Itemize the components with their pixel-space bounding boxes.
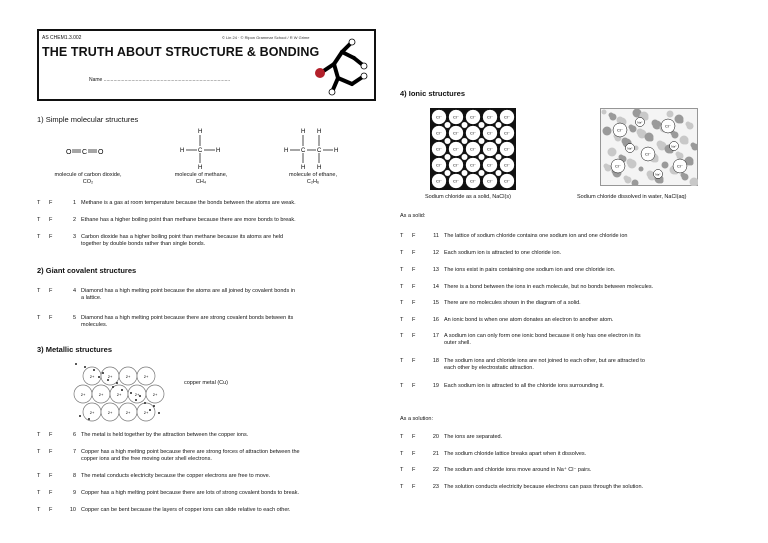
true-option[interactable]: T — [37, 449, 41, 455]
sodium-ion — [461, 138, 467, 144]
water-molecule — [639, 167, 644, 172]
question-text: The sodium and chloride ions move around in Na⁺ Cl⁻ pairs. — [444, 467, 592, 473]
copper-ion-label: 2+ — [89, 410, 95, 415]
copper-lattice-diagram — [68, 358, 168, 422]
true-option[interactable]: T — [37, 432, 41, 438]
true-option[interactable]: T — [400, 451, 404, 457]
true-option[interactable]: T — [37, 315, 41, 321]
false-option[interactable]: F — [412, 300, 416, 306]
sodium-label: Na⁺ — [655, 172, 661, 177]
as-solid-label: As a solid: — [400, 213, 426, 219]
copper-ion-label: 2+ — [116, 392, 122, 397]
false-option[interactable]: F — [412, 451, 416, 457]
chloride-label: Cl⁻ — [470, 178, 476, 184]
chloride-label: Cl⁻ — [504, 178, 510, 184]
atom-c: C — [82, 149, 88, 156]
question-text: Diamond has a high melting point because there are strong covalent bonds between its molecules. — [81, 315, 294, 328]
co2-structure — [60, 143, 110, 157]
ethane-caption: molecule of ethane, C₂H₆ — [288, 172, 337, 185]
chloride-label: Cl⁻ — [615, 163, 621, 169]
water-molecule — [622, 138, 629, 145]
question-text: Ethane has a higher boiling point than methane because there are more bonds to break. — [81, 217, 296, 223]
false-option[interactable]: F — [412, 333, 416, 339]
chloride-label: Cl⁻ — [453, 162, 459, 168]
question-text: The ions are separated. — [444, 434, 503, 440]
false-option[interactable]: F — [49, 217, 53, 223]
question-number: 22 — [432, 467, 439, 473]
true-option[interactable]: T — [37, 217, 41, 223]
electron — [158, 412, 160, 414]
question-number: 17 — [432, 333, 439, 339]
false-option[interactable]: F — [412, 284, 416, 290]
electron — [88, 418, 90, 420]
chloride-label: Cl⁻ — [504, 114, 510, 120]
chloride-label: Cl⁻ — [436, 146, 442, 152]
ethane-structure — [282, 127, 344, 171]
sodium-ion — [478, 122, 484, 128]
water-molecule — [667, 111, 674, 118]
atom-o: O — [98, 149, 104, 156]
false-option[interactable]: F — [49, 490, 53, 496]
false-option[interactable]: F — [412, 267, 416, 273]
water-molecule — [647, 171, 654, 178]
sodium-ion — [478, 138, 484, 144]
false-option[interactable]: F — [49, 432, 53, 438]
true-option[interactable]: T — [400, 284, 404, 290]
false-option[interactable]: F — [49, 507, 53, 513]
false-option[interactable]: F — [412, 358, 416, 364]
svg-text:H: H — [317, 165, 322, 171]
true-option[interactable]: T — [37, 507, 41, 513]
water-molecule — [604, 164, 609, 169]
question-text: Diamond has a high melting point because the atoms are all joined by covalent bonds in a lattice. — [81, 288, 296, 301]
true-option[interactable]: T — [400, 484, 404, 490]
name-field[interactable]: Name ........................................................................................... — [89, 77, 231, 83]
water-molecule — [602, 110, 607, 115]
chloride-label: Cl⁻ — [453, 114, 459, 120]
sodium-ion — [444, 154, 450, 160]
copper-ion-label: 2+ — [107, 374, 113, 379]
question-number: 19 — [432, 383, 439, 389]
water-molecule — [680, 136, 689, 145]
question-number: 10 — [69, 507, 76, 513]
sodium-label: Na⁺ — [627, 146, 633, 151]
svg-text:C: C — [301, 148, 306, 154]
true-option[interactable]: T — [400, 383, 404, 389]
chloride-label: Cl⁻ — [645, 151, 651, 157]
true-option[interactable]: T — [400, 333, 404, 339]
false-option[interactable]: F — [412, 434, 416, 440]
electron — [149, 409, 151, 411]
sodium-ion — [495, 122, 501, 128]
question-number: 16 — [432, 317, 439, 323]
page-title: THE TRUTH ABOUT STRUCTURE & BONDING — [42, 45, 320, 59]
svg-text:C: C — [317, 148, 322, 154]
chloride-label: Cl⁻ — [504, 162, 510, 168]
electron — [93, 369, 95, 371]
water-molecule — [645, 133, 654, 142]
svg-text:H: H — [180, 148, 185, 154]
chloride-label: Cl⁻ — [487, 130, 493, 136]
question-number: 6 — [72, 432, 76, 438]
electron — [153, 405, 155, 407]
copper-ion-label: 2+ — [143, 374, 149, 379]
section-1-heading: 1) Simple molecular structures — [37, 115, 139, 124]
sodium-ion — [495, 154, 501, 160]
sodium-ion — [444, 170, 450, 176]
sodium-ion — [444, 122, 450, 128]
copper-ion-label: 2+ — [98, 392, 104, 397]
copper-ion-label: 2+ — [125, 410, 131, 415]
water-molecule — [608, 148, 617, 157]
true-option[interactable]: T — [400, 434, 404, 440]
chloride-label: Cl⁻ — [470, 162, 476, 168]
credit-line: © Lin 24 · © Ripon Grammar School / R W Grime — [222, 35, 310, 40]
water-molecule — [691, 143, 696, 148]
water-molecule — [619, 155, 624, 160]
false-option[interactable]: F — [412, 484, 416, 490]
question-number: 21 — [432, 451, 439, 457]
question-text: Copper can be bent because the layers of copper ions can slide relative to each other. — [81, 507, 291, 513]
question-number: 15 — [432, 300, 439, 306]
false-option[interactable]: F — [412, 250, 416, 256]
true-option[interactable]: T — [37, 200, 41, 206]
question-number: 11 — [433, 233, 439, 239]
copper-ion-label: 2+ — [125, 374, 131, 379]
co2-caption: molecule of carbon dioxide, CO₂ — [54, 172, 122, 185]
question-number: 23 — [432, 484, 439, 490]
electron — [79, 415, 81, 417]
question-number: 5 — [72, 315, 76, 321]
question-text: The metal is held together by the attraction between the copper ions. — [81, 432, 249, 438]
question-text: Copper has a high melting point because there are lots of strong covalent bonds to break. — [81, 490, 299, 496]
svg-text:H: H — [284, 148, 289, 154]
svg-text:H: H — [301, 165, 306, 171]
question-text: The sodium ions and chloride ions are not joined to each other, but are attracted to each other by electrostatic attraction. — [444, 358, 645, 371]
copper-ion-label: 2+ — [143, 410, 149, 415]
copper-ion-label: 2+ — [80, 392, 86, 397]
false-option[interactable]: F — [49, 315, 53, 321]
question-number: 12 — [432, 250, 439, 256]
sodium-ion — [444, 138, 450, 144]
true-option[interactable]: T — [400, 267, 404, 273]
copper-ion-label: 2+ — [134, 392, 140, 397]
chloride-label: Cl⁻ — [487, 178, 493, 184]
chloride-label: Cl⁻ — [453, 146, 459, 152]
sodium-label: Na⁺ — [671, 144, 677, 149]
chloride-label: Cl⁻ — [504, 130, 510, 136]
water-molecule — [657, 141, 664, 148]
sodium-ion — [461, 122, 467, 128]
electron — [130, 392, 132, 394]
sodium-ion — [495, 138, 501, 144]
electron — [112, 386, 114, 388]
sodium-label: Na⁺ — [637, 120, 643, 125]
question-text: The ions exist in pairs containing one sodium ion and one chloride ion. — [444, 267, 616, 273]
question-text: The lattice of sodium chloride contains one sodium ion and one chloride ion — [444, 233, 628, 239]
svg-text:H: H — [301, 129, 306, 135]
electron — [135, 399, 137, 401]
water-molecule — [624, 176, 629, 181]
false-option[interactable]: F — [49, 200, 53, 206]
svg-text:H: H — [198, 129, 203, 135]
chloride-label: Cl⁻ — [677, 163, 683, 169]
sodium-ion — [495, 170, 501, 176]
svg-text:H: H — [216, 148, 221, 154]
true-option[interactable]: T — [37, 234, 41, 240]
true-option[interactable]: T — [37, 473, 41, 479]
water-molecule — [637, 129, 644, 136]
chloride-label: Cl⁻ — [617, 127, 623, 133]
false-option[interactable]: F — [49, 288, 53, 294]
chloride-label: Cl⁻ — [487, 162, 493, 168]
true-option[interactable]: T — [37, 490, 41, 496]
true-option[interactable]: T — [400, 250, 404, 256]
section-3-heading: 3) Metallic structures — [37, 345, 113, 354]
chloride-label: Cl⁻ — [487, 146, 493, 152]
false-option[interactable]: F — [49, 473, 53, 479]
question-number: 8 — [72, 473, 76, 479]
svg-text:H: H — [334, 148, 339, 154]
true-option[interactable]: T — [400, 358, 404, 364]
question-text: Each sodium ion is attracted to one chloride ion. — [444, 250, 562, 256]
sodium-ion — [478, 154, 484, 160]
copper-ion-label: 2+ — [152, 392, 158, 397]
water-molecule — [609, 113, 614, 118]
false-option[interactable]: F — [49, 449, 53, 455]
water-molecule — [627, 159, 634, 166]
methane-caption: molecule of methane, CH₄ — [174, 172, 228, 185]
chloride-label: Cl⁻ — [470, 146, 476, 152]
true-option[interactable]: T — [37, 288, 41, 294]
molecule-model-image — [308, 32, 372, 98]
water-molecule — [652, 120, 659, 127]
question-text: Each sodium ion is attracted to all the chloride ions surrounding it. — [444, 383, 605, 389]
question-number: 4 — [72, 288, 76, 294]
question-text: The solution conducts electricity because electrons can pass through the solution. — [444, 484, 644, 490]
question-text: A sodium ion can only form one ionic bond because it only has one electron in its outer shell. — [444, 333, 641, 346]
question-text: There are no molecules shown in the diagram of a solid. — [444, 300, 581, 306]
copper-ion-label: 2+ — [107, 410, 113, 415]
atom-o: O — [66, 149, 72, 156]
true-option[interactable]: T — [400, 317, 404, 323]
chloride-label: Cl⁻ — [470, 114, 476, 120]
false-option[interactable]: F — [412, 467, 416, 473]
question-number: 7 — [72, 449, 76, 455]
sodium-ion — [478, 170, 484, 176]
chloride-label: Cl⁻ — [504, 146, 510, 152]
question-number: 13 — [432, 267, 439, 273]
electron — [116, 382, 118, 384]
question-text: The metal conducts electricity because the copper electrons are free to move. — [81, 473, 271, 479]
chloride-label: Cl⁻ — [470, 130, 476, 136]
water-molecule — [603, 127, 612, 136]
nacl-solution-diagram — [600, 108, 698, 186]
section-4-heading: 4) Ionic structures — [400, 89, 466, 98]
water-molecule — [686, 122, 691, 127]
svg-text:H: H — [198, 165, 203, 171]
electron — [107, 379, 109, 381]
svg-text:H: H — [317, 129, 322, 135]
true-option[interactable]: T — [400, 467, 404, 473]
electron — [139, 395, 141, 397]
methane-structure — [176, 127, 226, 171]
chloride-label: Cl⁻ — [436, 162, 442, 168]
true-option[interactable]: T — [400, 233, 404, 239]
question-text: Carbon dioxide has a higher boiling point than methane because its atoms are held together by double bonds rather than single bonds. — [81, 234, 284, 247]
copper-label: copper metal (Cu) — [184, 380, 229, 386]
chloride-label: Cl⁻ — [487, 114, 493, 120]
chloride-label: Cl⁻ — [436, 178, 442, 184]
electron — [84, 366, 86, 368]
water-molecule — [675, 115, 684, 124]
water-molecule — [676, 152, 681, 157]
question-text: Copper has a high melting point because there are strong forces of attraction between the copper ions and the free moving outer shell electrons. — [81, 449, 300, 462]
water-molecule — [681, 173, 686, 178]
electron — [121, 389, 123, 391]
nacl-solid-diagram — [430, 108, 516, 190]
question-text: The sodium chloride lattice breaks apart when it dissolves. — [444, 451, 587, 457]
copper-ion-label: 2+ — [89, 374, 95, 379]
question-number: 2 — [72, 217, 76, 223]
question-number: 9 — [72, 490, 76, 496]
chloride-label: Cl⁻ — [665, 123, 671, 129]
as-solution-label: As a solution: — [400, 416, 434, 422]
sodium-ion — [461, 170, 467, 176]
water-molecule — [629, 125, 634, 130]
solution-caption: Sodium chloride dissolved in water, NaCl(aq) — [577, 194, 687, 200]
section-2-heading: 2) Giant covalent structures — [37, 266, 137, 275]
chloride-label: Cl⁻ — [436, 130, 442, 136]
electron — [98, 376, 100, 378]
solid-caption: Sodium chloride as a solid, NaCl(s) — [425, 194, 511, 200]
electron — [102, 372, 104, 374]
chloride-label: Cl⁻ — [453, 178, 459, 184]
question-number: 14 — [432, 284, 439, 290]
sodium-ion — [461, 154, 467, 160]
worksheet-code: AS CHEM1.3.002 — [42, 35, 82, 41]
question-number: 18 — [432, 358, 439, 364]
false-option[interactable]: F — [49, 234, 53, 240]
electron — [75, 363, 77, 365]
svg-text:C: C — [198, 148, 203, 154]
false-option[interactable]: F — [412, 383, 416, 389]
question-number: 3 — [72, 234, 76, 240]
question-text: There is a bond between the ions in each molecule, but no bonds between molecules. — [444, 284, 654, 290]
question-text: Methane is a gas at room temperature because the bonds between the atoms are weak. — [81, 200, 296, 206]
water-molecule — [617, 117, 624, 124]
false-option[interactable]: F — [412, 317, 416, 323]
question-text: An ionic bond is when one atom donates an electron to another atom. — [444, 317, 614, 323]
electron — [144, 402, 146, 404]
chloride-label: Cl⁻ — [453, 130, 459, 136]
true-option[interactable]: T — [400, 300, 404, 306]
question-number: 20 — [432, 434, 439, 440]
false-option[interactable]: F — [412, 233, 416, 239]
water-molecule — [662, 162, 669, 169]
chloride-label: Cl⁻ — [436, 114, 442, 120]
question-number: 1 — [72, 200, 76, 206]
